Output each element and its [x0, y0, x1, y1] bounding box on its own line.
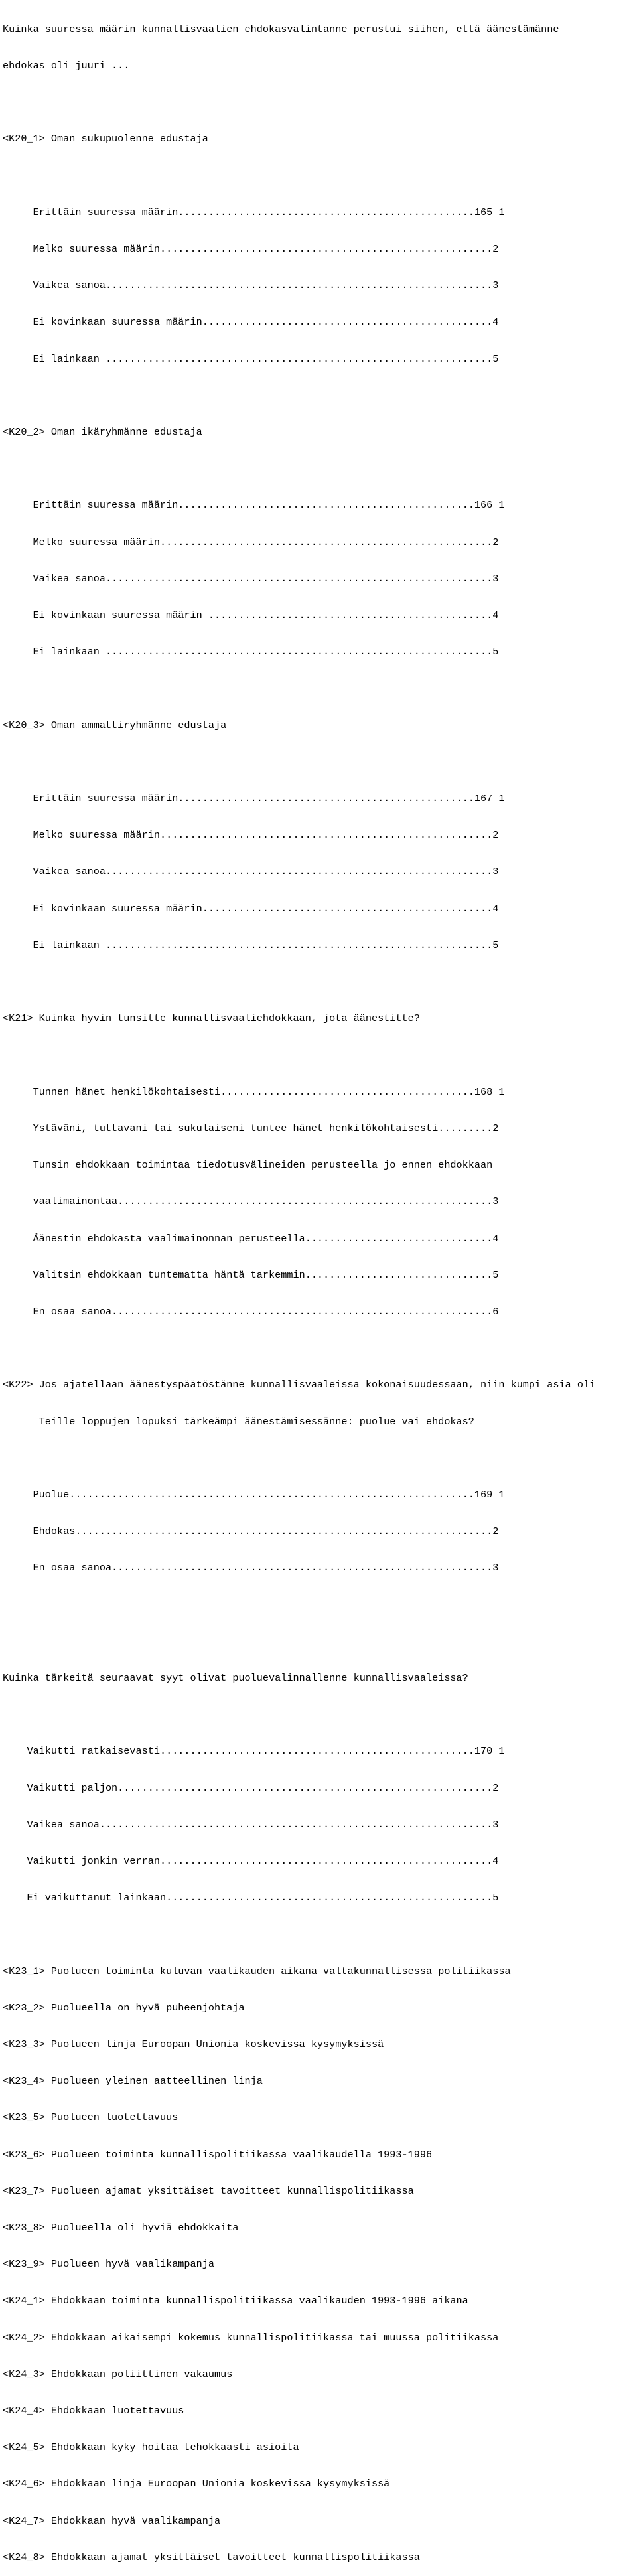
answer-option: Ei kovinkaan suuressa määrin................................................4	[3, 902, 499, 915]
answer-option: Äänestin ehdokasta vaalimainonnan perusteella...............................4	[3, 1232, 499, 1245]
answer-option: Melko suuressa määrin.......................................................2	[3, 243, 499, 256]
item-k24-5: <K24_5> Ehdokkaan kyky hoitaa tehokkaasti asioita	[3, 2441, 299, 2454]
item-k23-9: <K23_9> Puolueen hyvä vaalikampanja	[3, 2258, 214, 2271]
blank-line	[3, 1452, 637, 1464]
answer-option: Melko suuressa määrin.......................................................2	[3, 536, 499, 548]
answer-option: vaalimainontaa..............................................................3	[3, 1195, 499, 1208]
answer-option: Tunnen hänet henkilökohtaisesti..........................................168 1	[3, 1085, 505, 1098]
answer-option: Ei kovinkaan suuressa määrin ...............................................4	[3, 609, 499, 622]
item-k23-1: <K23_1> Puolueen toiminta kuluvan vaalikauden aikana valtakunnallisessa politiikassa	[3, 1965, 511, 1977]
item-k24-1: <K24_1> Ehdokkaan toiminta kunnallispolitiikassa vaalikauden 1993-1996 aikana	[3, 2295, 468, 2307]
question-heading-k20-1: <K20_1> Oman sukupuolenne edustaja	[3, 133, 208, 145]
blank-line	[3, 682, 637, 694]
answer-option: Erittäin suuressa määrin.................................................167 1	[3, 793, 505, 805]
item-k23-5: <K23_5> Puolueen luotettavuus	[3, 2111, 178, 2124]
item-k23-2: <K23_2> Puolueella on hyvä puheenjohtaja	[3, 2001, 245, 2014]
blank-line	[3, 96, 637, 108]
blank-line	[3, 1599, 637, 1611]
item-k24-7: <K24_7> Ehdokkaan hyvä vaalikampanja	[3, 2514, 221, 2527]
answer-option: Erittäin suuressa määrin.................................................166 1	[3, 499, 505, 512]
blank-line	[3, 170, 637, 182]
item-k24-3: <K24_3> Ehdokkaan poliittinen vakaumus	[3, 2368, 233, 2380]
item-k23-6: <K23_6> Puolueen toiminta kunnallispolitiikassa vaalikaudella 1993-1996	[3, 2148, 433, 2160]
blank-line	[3, 463, 637, 475]
answer-option: Vaikutti jonkin verran.......................................................4	[3, 1855, 499, 1867]
answer-option: En osaa sanoa...............................................................3	[3, 1562, 499, 1574]
question-heading-k22: <K22> Jos ajatellaan äänestyspäätöstänne kunnallisvaaleissa kokonaisuudessaan, niin kumpi asia oli	[3, 1379, 596, 1391]
blank-line	[3, 1928, 637, 1940]
answer-option: Ehdokas.....................................................................2	[3, 1525, 499, 1538]
answer-option: Melko suuressa määrin.......................................................2	[3, 829, 499, 842]
item-k24-4: <K24_4> Ehdokkaan luotettavuus	[3, 2405, 184, 2417]
answer-option: Ei lainkaan ................................................................5	[3, 939, 499, 951]
answer-option: Ei kovinkaan suuressa määrin................................................4	[3, 316, 499, 329]
question-heading-k20-3: <K20_3> Oman ammattiryhmänne edustaja	[3, 719, 227, 731]
item-k23-8: <K23_8> Puolueella oli hyviä ehdokkaita	[3, 2222, 239, 2234]
answer-option: Puolue...................................................................169 1	[3, 1488, 505, 1501]
item-k23-7: <K23_7> Puolueen ajamat yksittäiset tavoitteet kunnallispolitiikassa	[3, 2184, 414, 2197]
blank-line	[3, 1708, 637, 1720]
question-heading-k21: <K21> Kuinka hyvin tunsitte kunnallisvaaliehdokkaan, jota äänestitte?	[3, 1012, 420, 1025]
question-heading-k20-2: <K20_2> Oman ikäryhmänne edustaja	[3, 426, 202, 439]
intro-question-line-2: ehdokas oli juuri ...	[3, 60, 130, 72]
answer-option: Ei vaikuttanut lainkaan......................................................5	[3, 1892, 499, 1904]
answer-option: Erittäin suuressa määrin.................................................165 1	[3, 206, 505, 218]
blank-line	[3, 1635, 637, 1647]
blank-line	[3, 1342, 637, 1354]
answer-option: Vaikea sanoa.................................................................3	[3, 1818, 499, 1831]
answer-option: Vaikea sanoa................................................................3	[3, 866, 499, 878]
answer-option: Valitsin ehdokkaan tuntematta häntä tarkemmin...............................5	[3, 1268, 499, 1281]
answer-option: Vaikea sanoa................................................................3	[3, 279, 499, 292]
answer-option: Ei lainkaan ................................................................5	[3, 646, 499, 658]
blank-line	[3, 1049, 637, 1061]
answer-option: Vaikutti paljon..............................................................2	[3, 1781, 499, 1794]
item-k24-2: <K24_2> Ehdokkaan aikaisempi kokemus kunnallispolitiikassa tai muussa politiikassa	[3, 2331, 499, 2344]
item-k23-3: <K23_3> Puolueen linja Euroopan Unionia koskevissa kysymyksissä	[3, 2038, 384, 2050]
answer-option: Vaikea sanoa................................................................3	[3, 572, 499, 585]
answer-option: Tunsin ehdokkaan toimintaa tiedotusvälineiden perusteella jo ennen ehdokkaan	[3, 1159, 493, 1172]
item-k24-8: <K24_8> Ehdokkaan ajamat yksittäiset tavoitteet kunnallispolitiikassa	[3, 2551, 420, 2563]
intro-question-line-1: Kuinka suuressa määrin kunnallisvaalien ehdokasvalintanne perustui siihen, että äänestämänne	[3, 23, 559, 35]
blank-line	[3, 976, 637, 988]
questionnaire-document	[3, 0, 637, 2576]
answer-option: Ystäväni, tuttavani tai sukulaiseni tuntee hänet henkilökohtaisesti.........2	[3, 1122, 499, 1134]
blank-line	[3, 756, 637, 768]
item-k24-6: <K24_6> Ehdokkaan linja Euroopan Unionia koskevissa kysymyksissä	[3, 2478, 390, 2490]
item-k23-4: <K23_4> Puolueen yleinen aatteellinen linja	[3, 2075, 263, 2087]
answer-option: En osaa sanoa...............................................................6	[3, 1305, 499, 1318]
question-heading-k22-continued: Teille loppujen lopuksi tärkeämpi äänestämisessänne: puolue vai ehdokas?	[3, 1415, 474, 1428]
answer-option: Vaikutti ratkaisevasti....................................................170 1	[3, 1745, 505, 1758]
question-heading-party-reasons: Kuinka tärkeitä seuraavat syyt olivat puoluevalinnallenne kunnallisvaaleissa?	[3, 1671, 468, 1684]
answer-option: Ei lainkaan ................................................................5	[3, 352, 499, 365]
blank-line	[3, 390, 637, 402]
